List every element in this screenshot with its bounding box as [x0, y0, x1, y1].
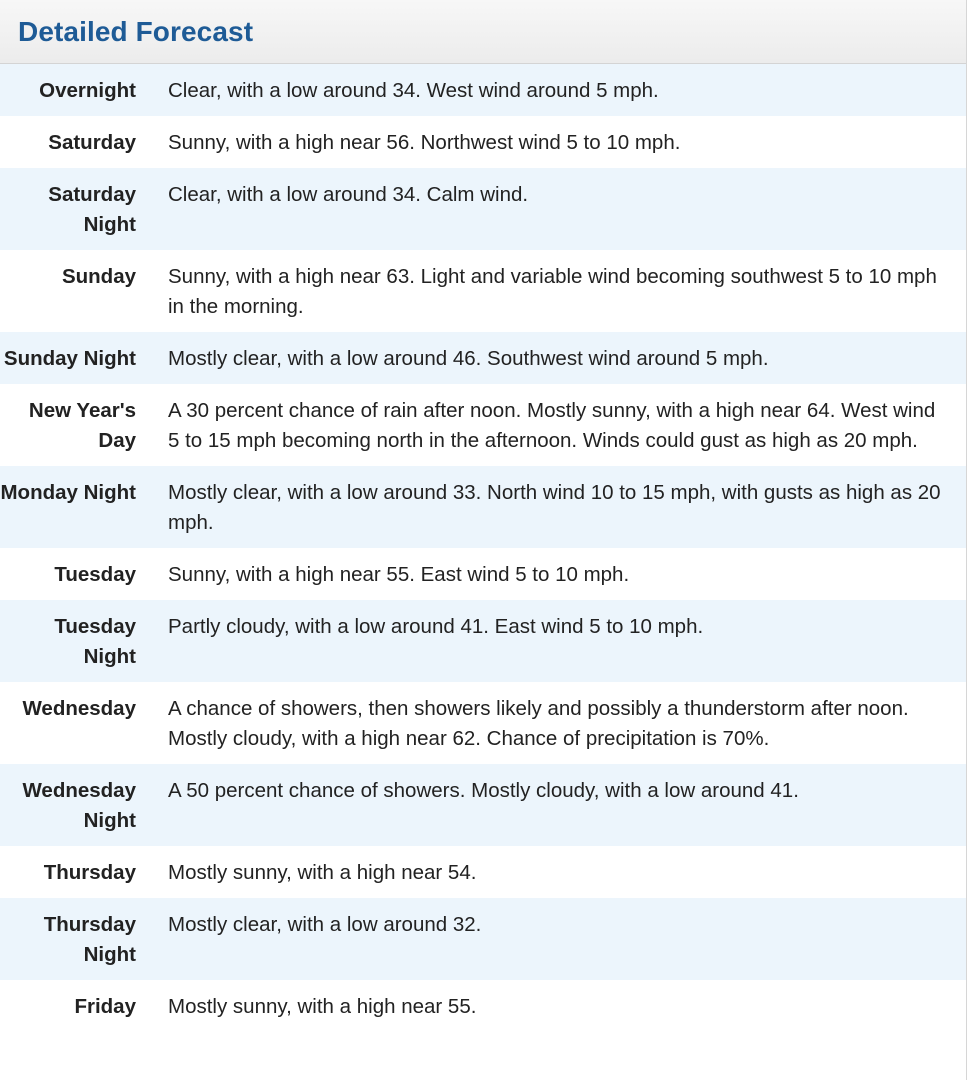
forecast-period-text: Sunny, with a high near 55. East wind 5 to 10 mph. — [168, 563, 630, 586]
forecast-row — [0, 682, 966, 764]
forecast-row — [0, 116, 966, 168]
forecast-row — [0, 332, 966, 384]
forecast-row — [0, 846, 966, 898]
forecast-period-text: Mostly clear, with a low around 33. North wind 10 to 15 mph, with gusts as high as 20 mph. — [168, 481, 941, 534]
forecast-period-text: Mostly sunny, with a high near 54. — [168, 861, 477, 884]
forecast-row — [0, 600, 966, 682]
forecast-period-text: Partly cloudy, with a low around 41. East wind 5 to 10 mph. — [168, 615, 704, 638]
forecast-period-text: Sunny, with a high near 63. Light and variable wind becoming southwest 5 to 10 mph in the morning. — [168, 265, 937, 318]
forecast-row — [0, 898, 966, 980]
forecast-list — [0, 64, 966, 1032]
forecast-row — [0, 168, 966, 250]
forecast-period-text: Mostly sunny, with a high near 55. — [168, 995, 477, 1018]
forecast-period-label: Friday — [74, 995, 136, 1018]
forecast-period-label: Tuesday Night — [54, 615, 136, 668]
forecast-period-label: Monday Night — [0, 481, 136, 504]
forecast-row — [0, 250, 966, 332]
forecast-period-label: Thursday — [43, 861, 136, 884]
forecast-period-text: A chance of showers, then showers likely and possibly a thunderstorm after noon. Mostly cloudy, with a high near 62. Chance of precipitation is 70%. — [168, 697, 909, 750]
forecast-row — [0, 764, 966, 846]
panel-header — [0, 0, 966, 64]
forecast-period-label: Sunday — [61, 265, 136, 288]
forecast-period-text: A 30 percent chance of rain after noon. Mostly sunny, with a high near 64. West wind 5 to 15 mph becoming north in the afternoon. Winds could gust as high as 20 mph. — [168, 399, 936, 452]
forecast-period-text: A 50 percent chance of showers. Mostly cloudy, with a low around 41. — [168, 779, 799, 802]
forecast-period-label: Wednesday — [22, 697, 136, 720]
forecast-row — [0, 548, 966, 600]
forecast-row — [0, 466, 966, 548]
forecast-period-label: Saturday Night — [48, 183, 136, 236]
forecast-period-label: Tuesday — [54, 563, 136, 586]
forecast-period-label: Thursday Night — [43, 913, 136, 966]
panel-title: Detailed Forecast — [18, 15, 254, 47]
forecast-period-label: Sunday Night — [3, 347, 136, 370]
forecast-period-text: Clear, with a low around 34. Calm wind. — [168, 183, 529, 206]
forecast-period-text: Sunny, with a high near 56. Northwest wind 5 to 10 mph. — [168, 131, 681, 154]
forecast-period-text: Mostly clear, with a low around 32. — [168, 913, 482, 936]
forecast-period-text: Clear, with a low around 34. West wind around 5 mph. — [168, 79, 659, 102]
forecast-row — [0, 384, 966, 466]
forecast-period-label: Overnight — [39, 79, 136, 102]
forecast-row — [0, 980, 966, 1032]
forecast-row — [0, 64, 966, 116]
forecast-period-text: Mostly clear, with a low around 46. Southwest wind around 5 mph. — [168, 347, 769, 370]
forecast-period-label: Saturday — [48, 131, 136, 154]
forecast-period-label: New Year's Day — [28, 399, 136, 452]
forecast-period-label: Wednesday Night — [22, 779, 136, 832]
